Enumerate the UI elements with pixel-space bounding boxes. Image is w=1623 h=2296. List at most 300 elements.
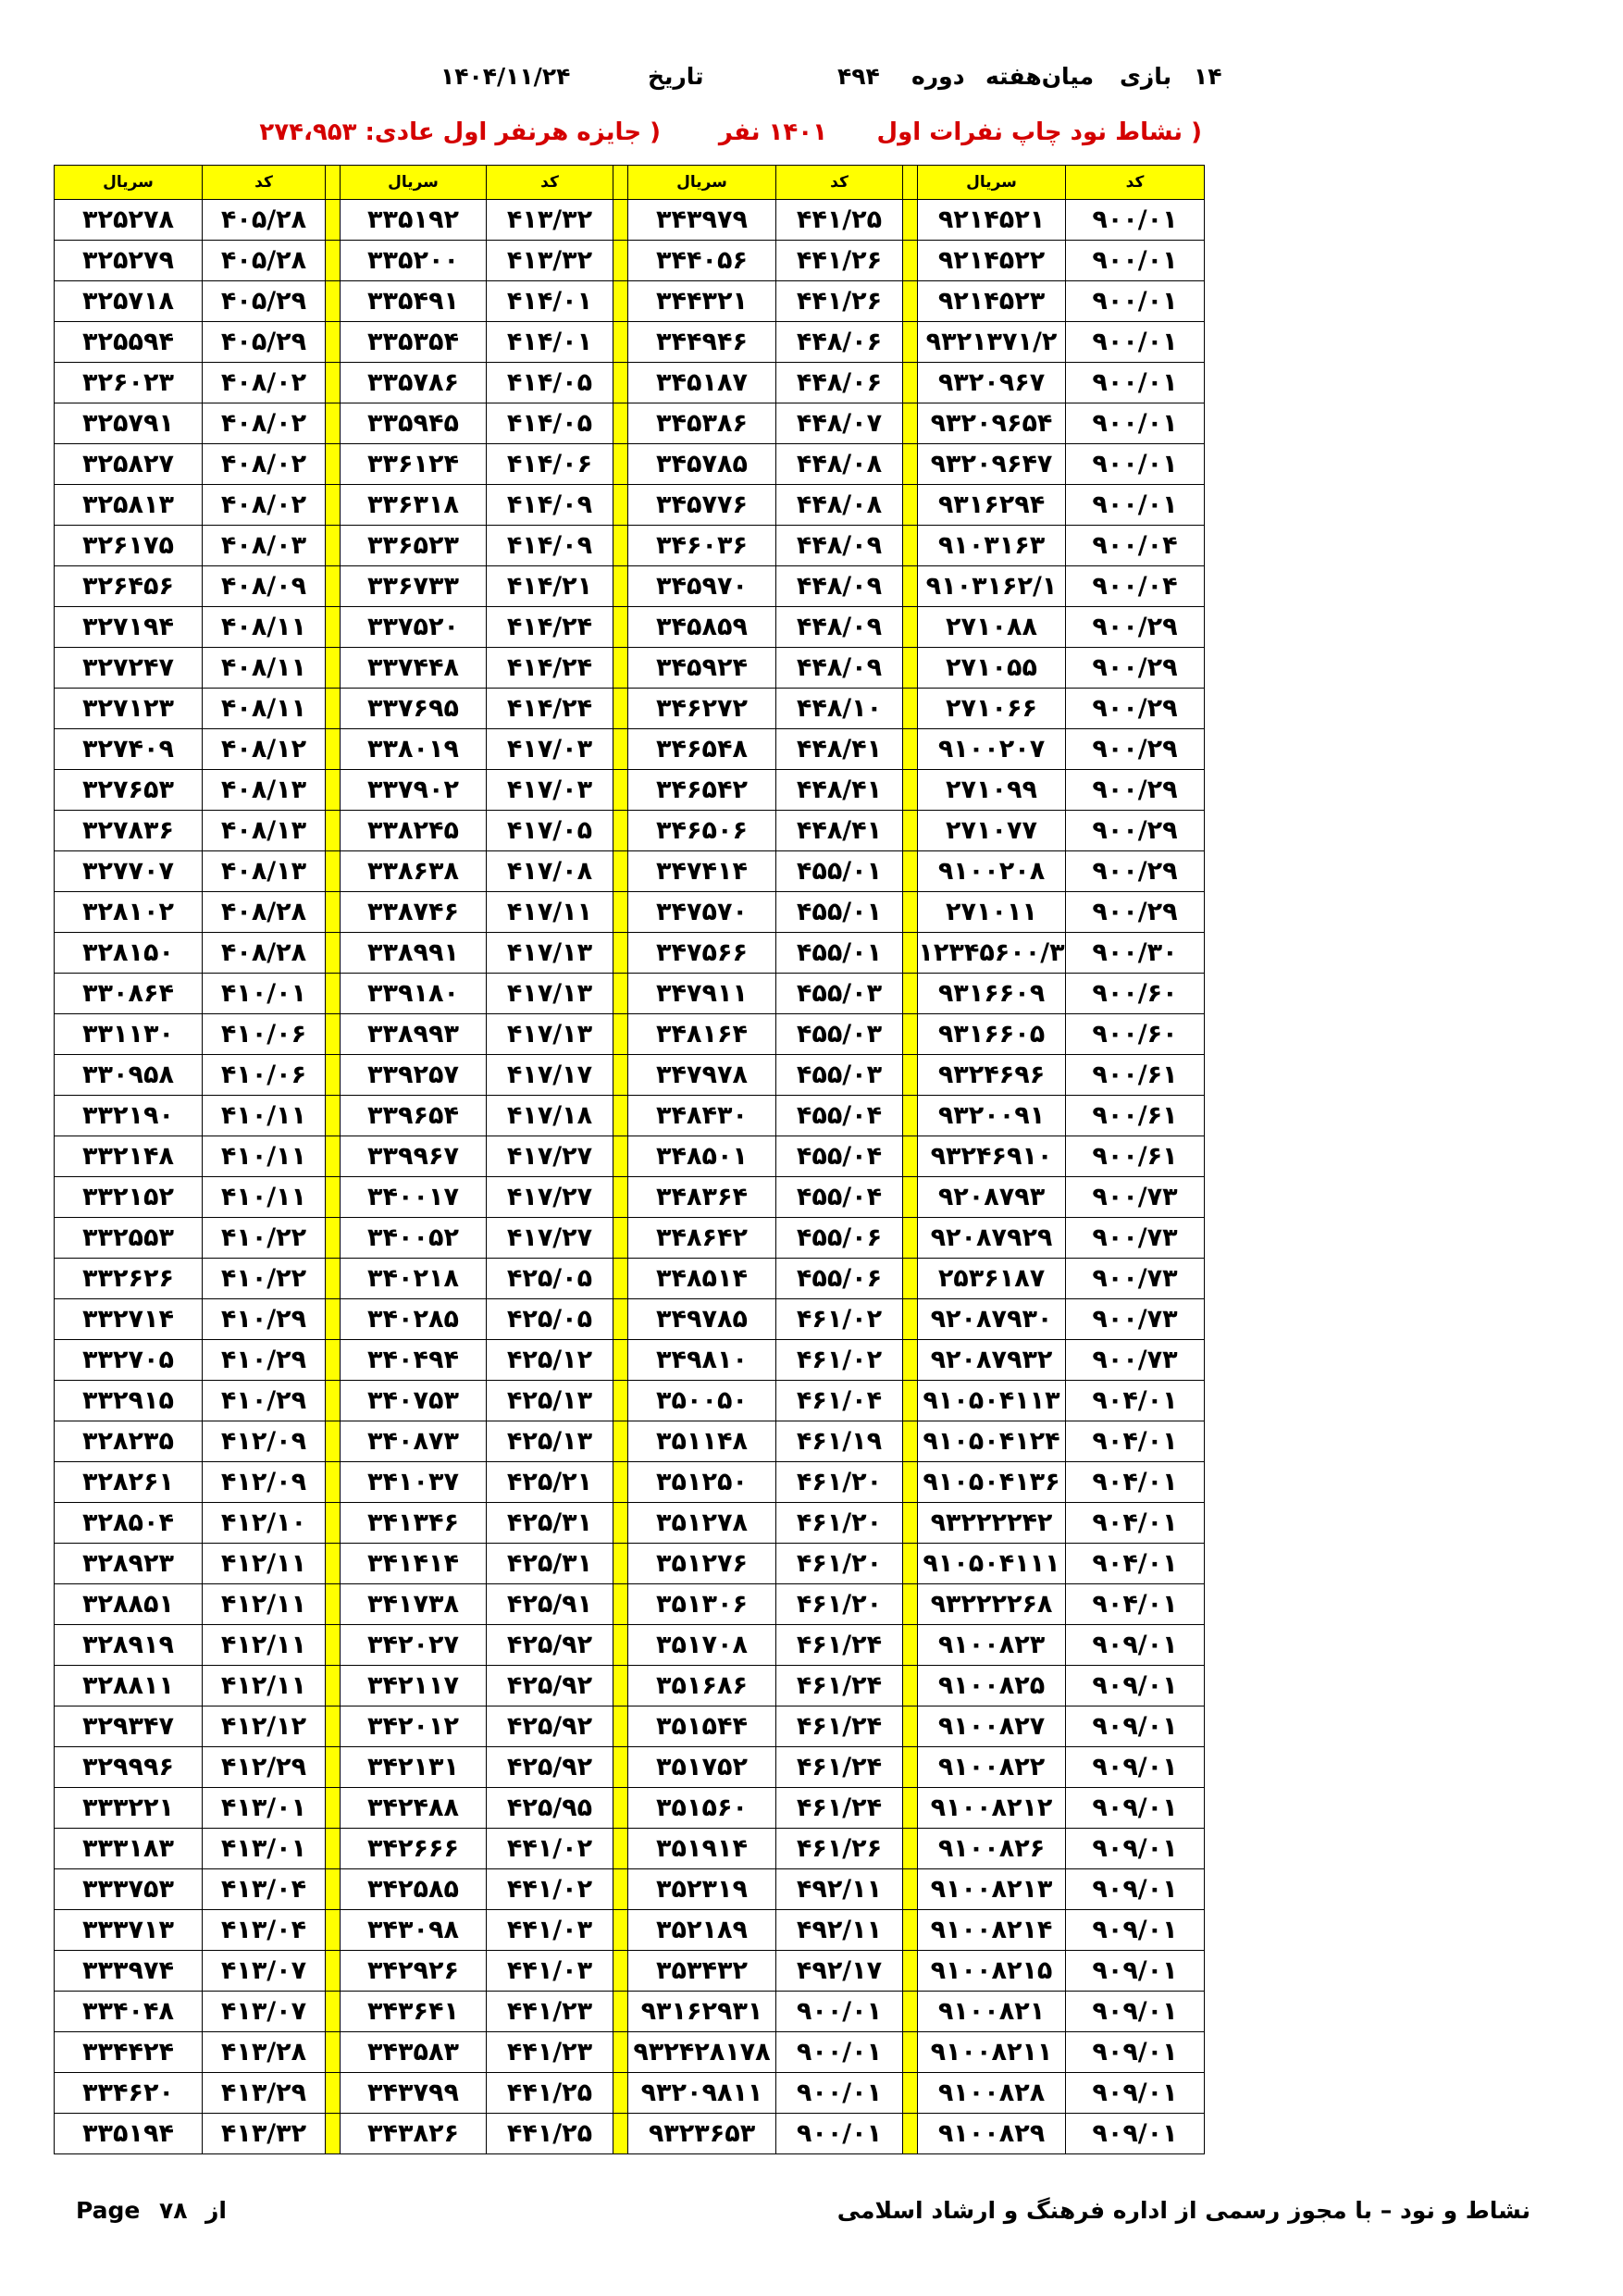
- group-separator: [613, 1666, 628, 1706]
- serial-cell: ۳۳۶۵۲۳: [341, 526, 487, 566]
- code-cell: ۴۲۵/۲۱: [487, 1462, 613, 1503]
- code-cell: ۴۱۴/۰۶: [487, 444, 613, 485]
- code-cell: ۴۹۲/۱۱: [776, 1869, 903, 1910]
- code-cell: ۴۱۰/۰۱: [203, 974, 326, 1014]
- code-cell: ۴۱۴/۰۱: [487, 281, 613, 322]
- column-header-code: کد: [776, 166, 903, 200]
- group-separator: [326, 689, 341, 729]
- code-cell: ۴۶۱/۱۹: [776, 1421, 903, 1462]
- group-separator: [326, 1503, 341, 1544]
- serial-cell: ۹۳۲۲۲۲۴۲: [918, 1503, 1066, 1544]
- group-separator: [326, 1584, 341, 1625]
- code-cell: ۴۶۱/۲۰: [776, 1544, 903, 1584]
- serial-cell: ۹۲۱۴۵۲۲: [918, 241, 1066, 281]
- group-separator: [903, 811, 918, 851]
- group-separator: [326, 1910, 341, 1951]
- code-cell: ۴۴۱/۰۲: [487, 1829, 613, 1869]
- group-separator: [903, 892, 918, 933]
- page-word: Page: [76, 2197, 141, 2224]
- serial-cell: ۳۳۷۵۲۰: [341, 607, 487, 648]
- subheader-title: ( نشاط نود چاپ نفرات اول: [876, 118, 1202, 146]
- group-separator: [326, 1992, 341, 2032]
- code-cell: ۴۵۵/۰۱: [776, 892, 903, 933]
- group-separator: [326, 1218, 341, 1259]
- serial-cell: ۱۲۳۴۵۶۰۰/۳: [918, 933, 1066, 974]
- table-row: [55, 851, 1205, 892]
- group-separator: [613, 485, 628, 526]
- page-number: ۷۸: [159, 2197, 188, 2224]
- group-separator: [613, 1421, 628, 1462]
- code-cell: ۴۱۴/۲۱: [487, 566, 613, 607]
- group-separator: [613, 851, 628, 892]
- group-separator: [903, 1706, 918, 1747]
- code-cell: ۴۰۸/۰۲: [203, 485, 326, 526]
- serial-cell: ۳۲۹۳۴۷: [55, 1706, 203, 1747]
- serial-cell: ۳۳۴۴۲۴: [55, 2032, 203, 2073]
- group-separator: [326, 1381, 341, 1421]
- group-separator: [326, 566, 341, 607]
- serial-cell: ۳۳۵۱۹۴: [55, 2114, 203, 2154]
- group-separator: [903, 403, 918, 444]
- group-separator: [326, 241, 341, 281]
- group-separator: [903, 933, 918, 974]
- table-row: [55, 729, 1205, 770]
- group-separator: [326, 2032, 341, 2073]
- date-label: تاریخ: [648, 63, 704, 90]
- page-header: [0, 56, 1623, 102]
- group-separator: [613, 1381, 628, 1421]
- code-cell: ۴۲۵/۰۵: [487, 1259, 613, 1299]
- serial-cell: ۳۴۸۵۱۴: [628, 1259, 776, 1299]
- code-cell: ۴۱۴/۰۹: [487, 526, 613, 566]
- group-separator: [326, 1136, 341, 1177]
- group-separator: [326, 1706, 341, 1747]
- serial-cell: ۳۴۲۱۳۱: [341, 1747, 487, 1788]
- serial-cell: ۳۴۰۰۱۷: [341, 1177, 487, 1218]
- serial-cell: ۳۴۰۴۹۴: [341, 1340, 487, 1381]
- serial-cell: ۳۴۲۰۲۷: [341, 1625, 487, 1666]
- code-cell: ۴۴۸/۰۷: [776, 403, 903, 444]
- table-row: [55, 1136, 1205, 1177]
- serial-cell: ۳۲۵۵۹۴: [55, 322, 203, 363]
- serial-cell: ۳۲۸۸۱۱: [55, 1666, 203, 1706]
- group-separator: [613, 1218, 628, 1259]
- code-cell: ۴۰۸/۰۲: [203, 363, 326, 403]
- code-cell: ۴۱۴/۲۴: [487, 607, 613, 648]
- group-separator: [326, 322, 341, 363]
- group-separator: [613, 607, 628, 648]
- serial-cell: ۳۵۱۱۴۸: [628, 1421, 776, 1462]
- group-separator: [326, 607, 341, 648]
- code-cell: ۴۶۱/۰۴: [776, 1381, 903, 1421]
- code-cell: ۴۱۳/۰۷: [203, 1992, 326, 2032]
- group-separator: [613, 1584, 628, 1625]
- code-cell: ۴۴۸/۴۱: [776, 770, 903, 811]
- code-cell: ۴۱۳/۲۹: [203, 2073, 326, 2114]
- group-separator: [613, 1055, 628, 1096]
- group-separator: [326, 281, 341, 322]
- column-header-serial: سریال: [55, 166, 203, 200]
- group-separator: [613, 1706, 628, 1747]
- serial-cell: ۳۲۸۹۱۹: [55, 1625, 203, 1666]
- serial-cell: ۳۵۳۴۳۲: [628, 1951, 776, 1992]
- serial-cell: ۳۴۶۵۴۸: [628, 729, 776, 770]
- code-cell: ۴۶۱/۰۲: [776, 1340, 903, 1381]
- code-cell: ۴۱۳/۰۱: [203, 1788, 326, 1829]
- group-separator: [326, 1421, 341, 1462]
- code-cell: ۴۰۸/۲۸: [203, 892, 326, 933]
- serial-cell: ۳۳۹۱۸۰: [341, 974, 487, 1014]
- code-cell: ۴۰۸/۰۲: [203, 444, 326, 485]
- group-separator: [613, 1747, 628, 1788]
- table-row: [55, 1747, 1205, 1788]
- code-cell: ۹۰۰/۷۳: [1066, 1340, 1205, 1381]
- code-cell: ۴۴۸/۰۸: [776, 485, 903, 526]
- code-cell: ۴۲۵/۹۵: [487, 1788, 613, 1829]
- group-separator: [326, 526, 341, 566]
- serial-cell: ۹۱۰۰۸۲۹: [918, 2114, 1066, 2154]
- code-cell: ۴۹۲/۱۷: [776, 1951, 903, 1992]
- table-row: [55, 607, 1205, 648]
- group-separator: [613, 892, 628, 933]
- group-separator: [613, 566, 628, 607]
- code-cell: ۴۱۰/۰۶: [203, 1014, 326, 1055]
- serial-cell: ۳۳۳۹۷۴: [55, 1951, 203, 1992]
- serial-cell: ۹۱۰۰۸۲۱۱: [918, 2032, 1066, 2073]
- serial-cell: ۳۵۱۷۰۸: [628, 1625, 776, 1666]
- code-cell: ۴۱۷/۱۳: [487, 933, 613, 974]
- code-cell: ۴۵۵/۰۳: [776, 1055, 903, 1096]
- table-row: [55, 1340, 1205, 1381]
- code-cell: ۹۰۰/۶۱: [1066, 1136, 1205, 1177]
- serial-cell: ۹۱۰۰۸۲۵: [918, 1666, 1066, 1706]
- serial-cell: ۳۳۲۹۱۵: [55, 1381, 203, 1421]
- serial-cell: ۳۴۰۸۷۳: [341, 1421, 487, 1462]
- code-cell: ۹۰۰/۰۱: [1066, 281, 1205, 322]
- group-separator: [903, 2114, 918, 2154]
- serial-cell: ۳۲۵۸۱۳: [55, 485, 203, 526]
- serial-cell: ۳۳۵۲۰۰: [341, 241, 487, 281]
- table-row: [55, 1584, 1205, 1625]
- table-row: [55, 1218, 1205, 1259]
- group-separator: [613, 974, 628, 1014]
- serial-cell: ۹۳۲۰۹۶۷: [918, 363, 1066, 403]
- serial-cell: ۳۲۶۱۷۵: [55, 526, 203, 566]
- serial-cell: ۲۵۳۶۱۸۷: [918, 1259, 1066, 1299]
- code-cell: ۹۰۰/۷۳: [1066, 1218, 1205, 1259]
- serial-cell: ۳۳۳۱۸۳: [55, 1829, 203, 1869]
- group-separator: [326, 1869, 341, 1910]
- table-row: [55, 1951, 1205, 1992]
- of-label: از: [205, 2197, 227, 2224]
- group-separator: [613, 526, 628, 566]
- serial-cell: ۹۱۰۰۸۲۱۲: [918, 1788, 1066, 1829]
- code-cell: ۴۱۳/۲۸: [203, 2032, 326, 2073]
- serial-cell: ۳۴۱۷۳۸: [341, 1584, 487, 1625]
- code-cell: ۹۰۴/۰۱: [1066, 1421, 1205, 1462]
- group-separator: [613, 2032, 628, 2073]
- winners-table: [54, 165, 1205, 2154]
- code-cell: ۴۵۵/۰۳: [776, 1014, 903, 1055]
- period-label: دوره: [911, 63, 965, 90]
- group-separator: [903, 1096, 918, 1136]
- serial-cell: ۳۴۲۵۸۵: [341, 1869, 487, 1910]
- group-separator: [326, 1544, 341, 1584]
- serial-cell: ۳۳۹۲۵۷: [341, 1055, 487, 1096]
- serial-cell: ۳۴۲۶۶۶: [341, 1829, 487, 1869]
- serial-cell: ۲۷۱۰۱۱: [918, 892, 1066, 933]
- serial-cell: ۳۴۵۸۵۹: [628, 607, 776, 648]
- group-separator: [903, 1340, 918, 1381]
- column-header-code: کد: [1066, 166, 1205, 200]
- code-cell: ۹۰۹/۰۱: [1066, 1666, 1205, 1706]
- code-cell: ۴۴۱/۲۶: [776, 281, 903, 322]
- code-cell: ۴۱۷/۱۱: [487, 892, 613, 933]
- serial-cell: ۳۳۵۹۴۵: [341, 403, 487, 444]
- code-cell: ۴۵۵/۰۴: [776, 1096, 903, 1136]
- serial-cell: ۳۲۷۴۰۹: [55, 729, 203, 770]
- serial-cell: ۳۲۸۸۵۱: [55, 1584, 203, 1625]
- code-cell: ۹۰۰/۰۱: [1066, 485, 1205, 526]
- code-cell: ۴۱۴/۰۹: [487, 485, 613, 526]
- serial-cell: ۳۳۸۶۳۸: [341, 851, 487, 892]
- group-separator: [903, 166, 918, 200]
- group-separator: [903, 648, 918, 689]
- table-row: [55, 933, 1205, 974]
- serial-cell: ۳۳۲۷۰۵: [55, 1340, 203, 1381]
- code-cell: ۴۰۸/۲۸: [203, 933, 326, 974]
- code-cell: ۴۵۵/۰۶: [776, 1259, 903, 1299]
- group-separator: [903, 1218, 918, 1259]
- group-separator: [903, 689, 918, 729]
- group-separator: [903, 1014, 918, 1055]
- code-cell: ۴۱۷/۰۳: [487, 729, 613, 770]
- prize-amount: ( جایزه هرنفر اول عادی: ۲۷۴،۹۵۳: [259, 118, 661, 146]
- serial-cell: ۳۴۳۷۹۹: [341, 2073, 487, 2114]
- group-separator: [903, 607, 918, 648]
- game-type: میان‌هفته: [985, 63, 1095, 90]
- code-cell: ۹۰۴/۰۱: [1066, 1503, 1205, 1544]
- group-separator: [326, 1625, 341, 1666]
- code-cell: ۴۱۴/۰۱: [487, 322, 613, 363]
- group-separator: [326, 1014, 341, 1055]
- page-footer: [0, 2191, 1623, 2238]
- table-row: [55, 1421, 1205, 1462]
- code-cell: ۴۲۵/۱۳: [487, 1421, 613, 1462]
- serial-cell: ۳۴۰۰۵۲: [341, 1218, 487, 1259]
- serial-cell: ۳۲۸۹۲۳: [55, 1544, 203, 1584]
- code-cell: ۹۰۰/۲۹: [1066, 851, 1205, 892]
- serial-cell: ۳۴۱۳۴۶: [341, 1503, 487, 1544]
- serial-cell: ۳۳۸۰۱۹: [341, 729, 487, 770]
- table-row: [55, 1788, 1205, 1829]
- code-cell: ۴۴۸/۴۱: [776, 811, 903, 851]
- serial-cell: ۹۳۲۴۲۸۱۷۸: [628, 2032, 776, 2073]
- code-cell: ۴۱۳/۳۲: [203, 2114, 326, 2154]
- group-separator: [903, 729, 918, 770]
- code-cell: ۹۰۰/۲۹: [1066, 811, 1205, 851]
- group-separator: [326, 770, 341, 811]
- code-cell: ۹۰۹/۰۱: [1066, 1788, 1205, 1829]
- serial-cell: ۳۴۴۰۵۶: [628, 241, 776, 281]
- code-cell: ۴۱۳/۳۲: [487, 241, 613, 281]
- serial-cell: ۳۴۸۳۶۴: [628, 1177, 776, 1218]
- serial-cell: ۹۳۲۰۰۹۱: [918, 1096, 1066, 1136]
- table-row: [55, 1625, 1205, 1666]
- group-separator: [326, 1951, 341, 1992]
- code-cell: ۴۲۵/۳۱: [487, 1503, 613, 1544]
- code-cell: ۴۵۵/۰۱: [776, 933, 903, 974]
- group-separator: [326, 1666, 341, 1706]
- group-separator: [903, 281, 918, 322]
- serial-cell: ۳۳۶۱۲۴: [341, 444, 487, 485]
- serial-cell: ۲۷۱۰۹۹: [918, 770, 1066, 811]
- serial-cell: ۳۵۱۵۶۰: [628, 1788, 776, 1829]
- code-cell: ۴۰۸/۱۳: [203, 770, 326, 811]
- code-cell: ۴۲۵/۳۱: [487, 1544, 613, 1584]
- group-separator: [326, 1299, 341, 1340]
- code-cell: ۴۱۷/۰۸: [487, 851, 613, 892]
- serial-cell: ۳۴۷۹۷۸: [628, 1055, 776, 1096]
- code-cell: ۴۱۷/۰۳: [487, 770, 613, 811]
- table-row: [55, 689, 1205, 729]
- group-separator: [613, 933, 628, 974]
- group-separator: [903, 526, 918, 566]
- serial-cell: ۳۳۰۸۶۴: [55, 974, 203, 1014]
- serial-cell: ۳۲۸۲۶۱: [55, 1462, 203, 1503]
- serial-cell: ۹۲۱۴۵۲۳: [918, 281, 1066, 322]
- code-cell: ۹۰۰/۰۱: [1066, 241, 1205, 281]
- code-cell: ۴۴۱/۰۳: [487, 1951, 613, 1992]
- serial-cell: ۳۴۵۷۷۶: [628, 485, 776, 526]
- group-separator: [903, 1869, 918, 1910]
- serial-cell: ۳۳۵۴۹۱: [341, 281, 487, 322]
- serial-cell: ۲۷۱۰۶۶: [918, 689, 1066, 729]
- table-row: [55, 2114, 1205, 2154]
- group-separator: [903, 485, 918, 526]
- code-cell: ۹۰۰/۲۹: [1066, 648, 1205, 689]
- code-cell: ۹۰۰/۰۱: [1066, 403, 1205, 444]
- serial-cell: ۳۴۵۷۸۵: [628, 444, 776, 485]
- column-header-serial: سریال: [628, 166, 776, 200]
- serial-cell: ۳۳۰۹۵۸: [55, 1055, 203, 1096]
- game-label: بازی: [1120, 63, 1172, 90]
- code-cell: ۴۴۸/۰۶: [776, 322, 903, 363]
- code-cell: ۹۰۰/۶۱: [1066, 1055, 1205, 1096]
- code-cell: ۹۰۰/۰۱: [776, 2032, 903, 2073]
- group-separator: [613, 1136, 628, 1177]
- code-cell: ۹۰۰/۶۱: [1066, 1096, 1205, 1136]
- serial-cell: ۹۱۰۰۸۲۱: [918, 1992, 1066, 2032]
- group-separator: [613, 648, 628, 689]
- serial-cell: ۹۱۰۰۲۰۸: [918, 851, 1066, 892]
- code-cell: ۴۶۱/۲۴: [776, 1625, 903, 1666]
- serial-cell: ۳۴۸۵۰۱: [628, 1136, 776, 1177]
- serial-cell: ۹۱۰۰۸۲۱۵: [918, 1951, 1066, 1992]
- group-separator: [903, 770, 918, 811]
- serial-cell: ۳۲۷۱۹۴: [55, 607, 203, 648]
- table-row: [55, 1055, 1205, 1096]
- code-cell: ۴۱۰/۲۹: [203, 1381, 326, 1421]
- group-separator: [613, 1299, 628, 1340]
- code-cell: ۴۵۵/۰۶: [776, 1218, 903, 1259]
- group-separator: [613, 729, 628, 770]
- group-separator: [613, 1096, 628, 1136]
- serial-cell: ۳۴۹۷۸۵: [628, 1299, 776, 1340]
- group-separator: [903, 851, 918, 892]
- code-cell: ۴۶۱/۲۰: [776, 1462, 903, 1503]
- group-separator: [613, 1829, 628, 1869]
- code-cell: ۴۱۳/۰۴: [203, 1910, 326, 1951]
- code-cell: ۹۰۹/۰۱: [1066, 1910, 1205, 1951]
- code-cell: ۴۱۳/۳۲: [487, 200, 613, 241]
- publisher-note: نشاط و نود – با مجوز رسمی از اداره فرهنگ و ارشاد اسلامی: [836, 2197, 1530, 2224]
- group-separator: [903, 974, 918, 1014]
- code-cell: ۴۱۰/۰۶: [203, 1055, 326, 1096]
- code-cell: ۴۰۸/۱۱: [203, 689, 326, 729]
- code-cell: ۴۶۱/۲۴: [776, 1747, 903, 1788]
- code-cell: ۴۴۸/۱۰: [776, 689, 903, 729]
- group-separator: [903, 2073, 918, 2114]
- group-separator: [613, 1788, 628, 1829]
- serial-cell: ۳۳۶۷۳۳: [341, 566, 487, 607]
- group-separator: [613, 1462, 628, 1503]
- code-cell: ۴۱۲/۲۹: [203, 1747, 326, 1788]
- code-cell: ۴۱۰/۲۲: [203, 1259, 326, 1299]
- table-row: [55, 444, 1205, 485]
- code-cell: ۹۰۰/۶۰: [1066, 974, 1205, 1014]
- serial-cell: ۲۷۱۰۷۷: [918, 811, 1066, 851]
- group-separator: [326, 1462, 341, 1503]
- column-header-code: کد: [487, 166, 613, 200]
- serial-cell: ۳۴۶۵۰۶: [628, 811, 776, 851]
- code-cell: ۴۴۸/۰۹: [776, 566, 903, 607]
- group-separator: [903, 1788, 918, 1829]
- code-cell: ۹۰۰/۶۰: [1066, 1014, 1205, 1055]
- serial-cell: ۳۲۷۶۵۳: [55, 770, 203, 811]
- serial-cell: ۹۳۲۰۹۸۱۱: [628, 2073, 776, 2114]
- serial-cell: ۳۳۲۵۵۳: [55, 1218, 203, 1259]
- code-cell: ۴۱۲/۱۱: [203, 1544, 326, 1584]
- code-cell: ۴۱۷/۱۸: [487, 1096, 613, 1136]
- group-separator: [326, 1747, 341, 1788]
- serial-cell: ۳۳۵۱۹۲: [341, 200, 487, 241]
- group-separator: [613, 166, 628, 200]
- code-cell: ۴۰۵/۲۹: [203, 281, 326, 322]
- serial-cell: ۳۵۱۲۷۸: [628, 1503, 776, 1544]
- group-separator: [903, 1421, 918, 1462]
- code-cell: ۹۰۴/۰۱: [1066, 1584, 1205, 1625]
- code-cell: ۴۱۰/۲۹: [203, 1340, 326, 1381]
- group-separator: [613, 1992, 628, 2032]
- serial-cell: ۳۲۷۷۰۷: [55, 851, 203, 892]
- code-cell: ۴۴۱/۲۳: [487, 2032, 613, 2073]
- group-separator: [326, 485, 341, 526]
- code-cell: ۴۰۵/۲۸: [203, 200, 326, 241]
- code-cell: ۹۰۴/۰۱: [1066, 1462, 1205, 1503]
- serial-cell: ۹۳۱۶۲۹۳۱: [628, 1992, 776, 2032]
- serial-cell: ۳۴۸۴۳۰: [628, 1096, 776, 1136]
- code-cell: ۹۰۰/۲۹: [1066, 607, 1205, 648]
- serial-cell: ۳۳۴۶۲۰: [55, 2073, 203, 2114]
- serial-cell: ۳۴۶۰۳۶: [628, 526, 776, 566]
- code-cell: ۴۶۱/۲۴: [776, 1706, 903, 1747]
- group-separator: [326, 851, 341, 892]
- serial-cell: ۳۳۹۹۶۷: [341, 1136, 487, 1177]
- group-separator: [903, 1136, 918, 1177]
- serial-cell: ۳۲۷۲۴۷: [55, 648, 203, 689]
- code-cell: ۴۴۸/۰۶: [776, 363, 903, 403]
